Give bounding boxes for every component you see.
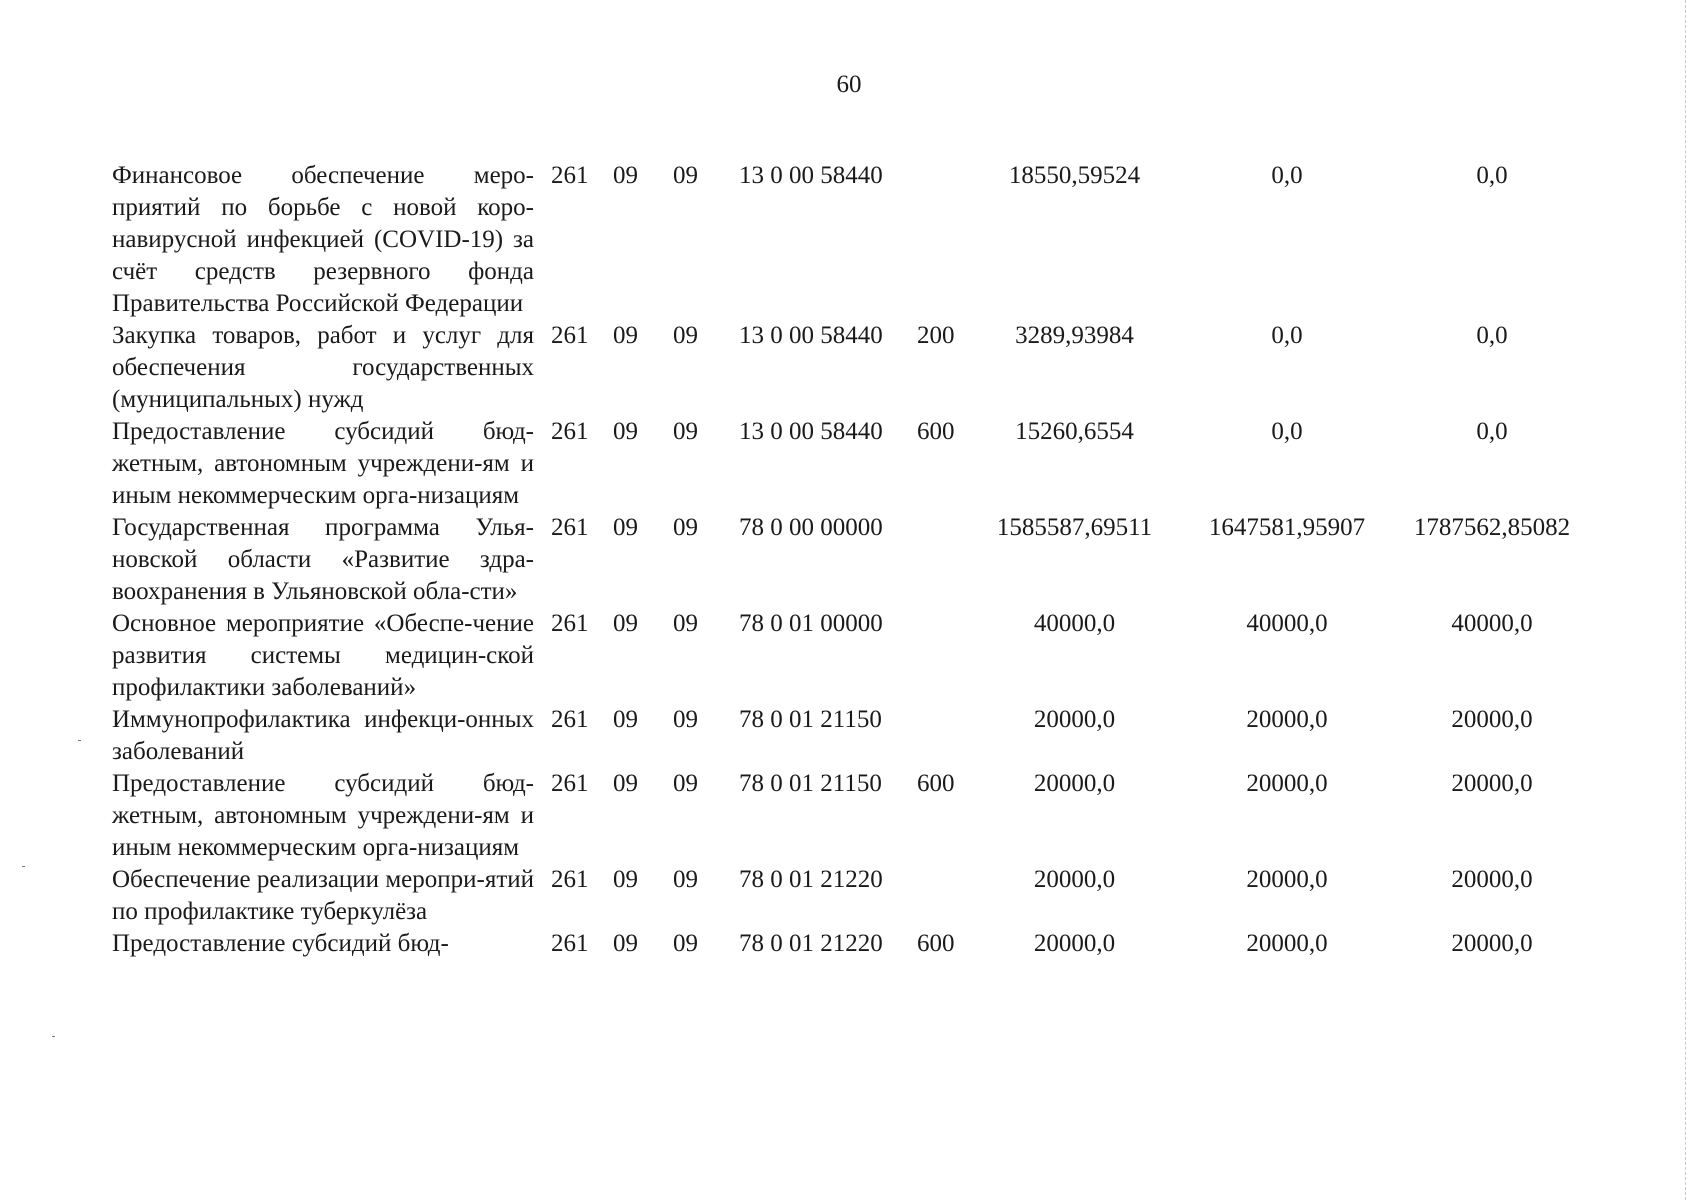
table-row (112, 864, 1592, 928)
row-amount-3: 1787562,85082 (1413, 514, 1571, 541)
row-subsection-code: 09 (673, 418, 698, 445)
row-section-code: 09 (613, 418, 638, 445)
row-subsection-code: 09 (673, 706, 698, 733)
table-row (112, 512, 1592, 608)
row-amount-1: 15260,6554 (1015, 418, 1134, 445)
row-name: Предоставление субсидий бюд-жетным, автономным учреждени-ям и иным некоммерческим орга-низациям (112, 770, 534, 861)
row-ministry-code: 261 (551, 610, 589, 637)
row-expense-code (917, 160, 967, 320)
row-amount-1: 1585587,69511 (996, 514, 1153, 541)
row-subsection-code: 09 (673, 514, 698, 541)
scan-speck (52, 1036, 55, 1037)
row-amount-2: 0,0 (1271, 322, 1303, 349)
table-row (112, 768, 1592, 864)
row-amount-2: 20000,0 (1246, 770, 1328, 797)
row-section-code: 09 (613, 514, 638, 541)
row-section-code: 09 (613, 322, 638, 349)
row-expense-code (917, 704, 967, 768)
row-subsection-code: 09 (673, 866, 698, 893)
row-section-code: 09 (613, 770, 638, 797)
row-ministry-code: 261 (551, 706, 589, 733)
row-expense-code (917, 608, 967, 704)
row-target-code: 78 0 01 21220 (739, 866, 883, 893)
scan-edge-dashes (1684, 0, 1686, 1200)
row-target-code: 78 0 01 21150 (739, 770, 882, 797)
table-row (112, 320, 1592, 416)
row-ministry-code: 261 (551, 866, 589, 893)
row-amount-1: 3289,93984 (1015, 322, 1134, 349)
row-amount-3: 20000,0 (1451, 706, 1533, 733)
row-target-code: 78 0 01 21220 (739, 930, 883, 957)
page-number: 60 (836, 71, 862, 98)
row-expense-code: 600 (917, 930, 955, 957)
row-amount-3: 0,0 (1476, 418, 1508, 445)
row-expense-code (917, 512, 967, 608)
row-target-code: 13 0 00 58440 (739, 418, 883, 445)
row-section-code: 09 (613, 706, 638, 733)
row-name: Финансовое обеспечение меро-приятий по борьбе с новой коро-навирусной инфекцией (COVID-19) за счёт средств резервного фонда Правительства Российской Федерации (112, 162, 534, 317)
budget-table (112, 160, 1592, 960)
row-amount-3: 20000,0 (1451, 930, 1533, 957)
row-expense-code: 200 (917, 322, 955, 349)
row-amount-2: 1647581,95907 (1208, 514, 1366, 541)
table-row (112, 416, 1592, 512)
row-ministry-code: 261 (551, 322, 589, 349)
row-target-code: 78 0 01 21150 (739, 706, 882, 733)
row-amount-2: 20000,0 (1246, 706, 1328, 733)
row-name: Закупка товаров, работ и услуг для обеспечения государственных (муниципальных) нужд (112, 322, 534, 413)
scan-speck (78, 740, 81, 741)
row-amount-3: 40000,0 (1451, 610, 1533, 637)
row-name: Основное мероприятие «Обеспе-чение развития системы медицин-ской профилактики заболеваний» (112, 610, 534, 701)
budget-table-body (112, 160, 1592, 960)
row-name: Предоставление субсидий бюд- (112, 930, 449, 957)
row-section-code: 09 (613, 610, 638, 637)
row-expense-code: 600 (917, 770, 955, 797)
row-amount-2: 0,0 (1271, 162, 1303, 189)
table-row (112, 704, 1592, 768)
row-target-code: 78 0 01 00000 (739, 610, 883, 637)
row-name: Предоставление субсидий бюд-жетным, автономным учреждени-ям и иным некоммерческим орга-низациям (112, 418, 534, 509)
row-amount-1: 20000,0 (1033, 866, 1116, 893)
row-section-code: 09 (613, 930, 638, 957)
row-amount-1: 18550,59524 (1008, 162, 1141, 189)
table-row (112, 160, 1592, 320)
row-amount-1: 40000,0 (1033, 610, 1116, 637)
row-amount-3: 0,0 (1476, 162, 1508, 189)
row-target-code: 13 0 00 58440 (739, 322, 883, 349)
row-name: Государственная программа Улья-новской области «Развитие здра-воохранения в Ульяновской обла-сти» (112, 514, 534, 605)
row-section-code: 09 (613, 162, 638, 189)
row-amount-2: 0,0 (1271, 418, 1303, 445)
table-row (112, 928, 1592, 960)
row-amount-2: 40000,0 (1246, 610, 1328, 637)
row-subsection-code: 09 (673, 322, 698, 349)
row-subsection-code: 09 (673, 770, 698, 797)
row-target-code: 78 0 00 00000 (739, 514, 883, 541)
row-section-code: 09 (613, 866, 638, 893)
row-expense-code (917, 864, 967, 928)
row-name: Иммунопрофилактика инфекци-онных заболеваний (112, 706, 534, 765)
row-target-code: 13 0 00 58440 (739, 162, 883, 189)
table-row (112, 608, 1592, 704)
row-name: Обеспечение реализации меропри-ятий по профилактике туберкулёза (112, 866, 534, 925)
row-ministry-code: 261 (551, 418, 589, 445)
row-amount-2: 20000,0 (1246, 930, 1328, 957)
row-amount-3: 0,0 (1476, 322, 1508, 349)
row-amount-1: 20000,0 (1033, 770, 1116, 797)
row-subsection-code: 09 (673, 162, 698, 189)
row-subsection-code: 09 (673, 610, 698, 637)
row-amount-1: 20000,0 (1033, 706, 1116, 733)
row-amount-1: 20000,0 (1033, 930, 1116, 957)
row-subsection-code: 09 (673, 930, 698, 957)
row-ministry-code: 261 (551, 930, 589, 957)
row-ministry-code: 261 (551, 514, 589, 541)
row-ministry-code: 261 (551, 770, 589, 797)
row-amount-3: 20000,0 (1451, 866, 1533, 893)
row-expense-code: 600 (917, 418, 955, 445)
row-amount-3: 20000,0 (1451, 770, 1533, 797)
row-amount-2: 20000,0 (1246, 866, 1328, 893)
scan-speck (22, 866, 25, 867)
row-ministry-code: 261 (551, 162, 589, 189)
